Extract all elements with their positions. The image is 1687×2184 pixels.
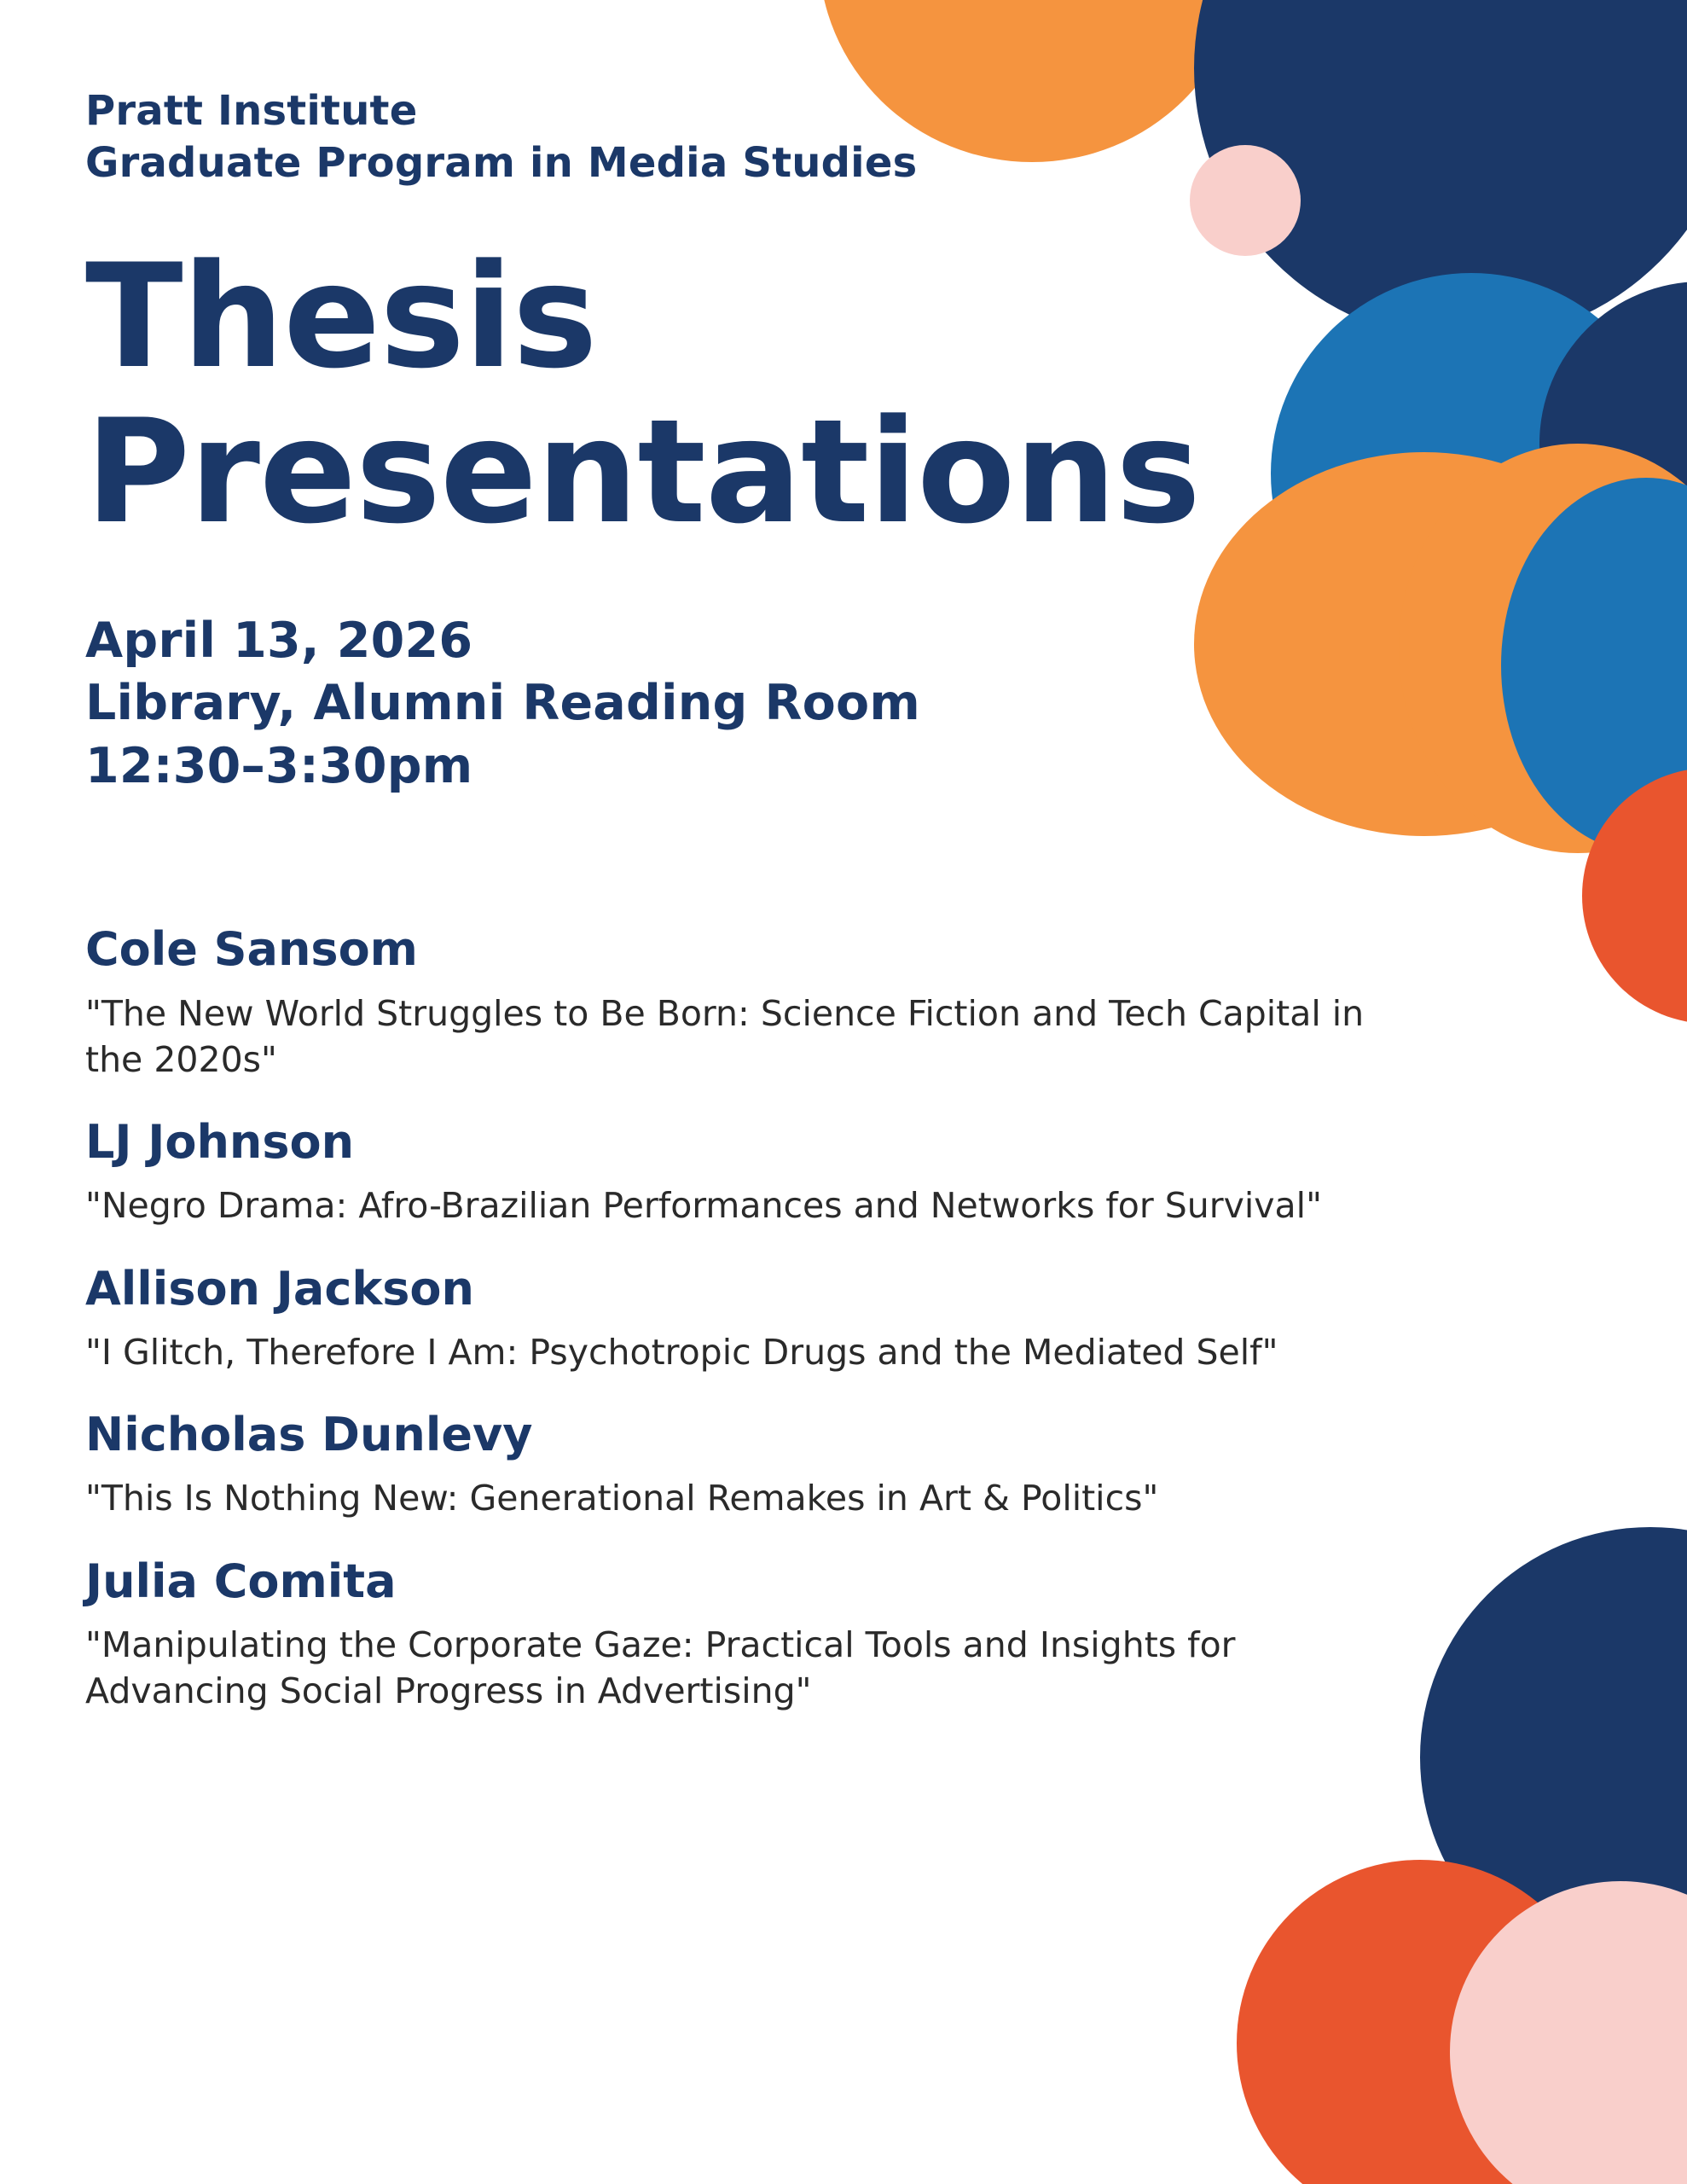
presenter-name: Julia Comita [85,1554,397,1608]
presenter-list [85,924,1416,1714]
institution-name: Pratt Institute [85,87,418,135]
presenter-thesis-title: "This Is Nothing New: Generational Remakes in Art & Politics" [85,1478,1159,1519]
poster-content [85,0,1416,1748]
event-location: Library, Alumni Reading Room [85,675,920,732]
presenter-thesis-title: "Negro Drama: Afro-Brazilian Performances and Networks for Survival" [85,1185,1322,1227]
event-date: April 13, 2026 [85,612,473,669]
presenter-name: Cole Sansom [85,922,418,977]
list-item [85,1117,1416,1229]
event-time: 12:30–3:30pm [85,737,473,794]
presenter-thesis-title: "I Glitch, Therefore I Am: Psychotropic Drugs and the Mediated Self" [85,1331,1278,1373]
list-item [85,924,1416,1083]
list-item [85,1263,1416,1376]
presenter-name: LJ Johnson [85,1115,355,1170]
list-item [85,1556,1416,1715]
page-title-line-2: Presentations [85,387,1201,555]
presenter-name: Allison Jackson [85,1261,474,1316]
presenter-name: Nicholas Dunlevy [85,1408,533,1462]
presenter-thesis-title: "Manipulating the Corporate Gaze: Practical Tools and Insights for Advancing Social Progress in Advertising" [85,1623,1236,1712]
institution-block [85,85,1416,190]
event-details [85,610,1416,799]
presenter-thesis-title: "The New World Struggles to Be Born: Science Fiction and Tech Capital in the 2020s" [85,992,1365,1080]
page-title-line-1: Thesis [85,232,597,400]
list-item [85,1409,1416,1522]
program-name: Graduate Program in Media Studies [85,139,918,188]
page-title [85,232,1416,555]
